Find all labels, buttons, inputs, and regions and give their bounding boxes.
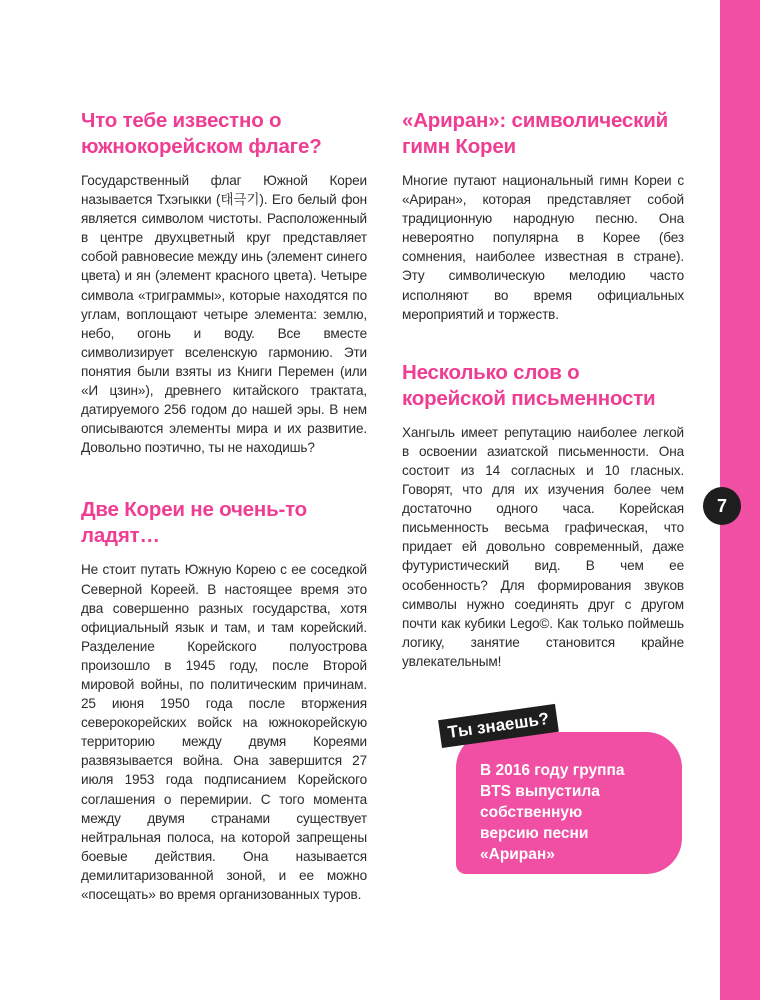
section-arirang: [402, 108, 684, 324]
section-title: Две Кореи не очень-то ладят…: [81, 498, 307, 548]
section-text: Не стоит путать Южную Корею с ее соседкой Северной Кореей. В настоящее время это два совершенно разных государства, хотя официальный язык и там, и там корейский. Разделение Корейского полуострова произошло в 1945 году, после Второй мировой войны, по политическим причинам. 25 июня 1950 года после вторжения северокорейских войск на южнокорейскую территорию между двумя Кореями развязывается война. Она завершится 27 июля 1953 года подписанием Корейского соглашения о перемирии. С того момента между двумя странами существует нейтральная полоса, на которой запрещены боевые действия. Она называется демилитаризованной зоной, и ее можно «посещать» во время организованных туров.: [81, 562, 367, 902]
section-text: Государственный флаг Южной Кореи называется Тхэгыкки (태극기). Его белый фон является символом чистоты. Расположенный в центре двухцветный круг представляет собой равновесие между инь (элемент синего цвета) и ян (элемент красного цвета). Четыре символа «триграммы», которые находятся по углам, воплощают четыре элемента: землю, небо, огонь и воду. Все вместе символизирует вселенскую гармонию. Эти понятия были взяты из Книги Перемен (или «И цзин»), древнего китайского трактата, датируемого 256 годом до нашей эры. В нем описываются элементы мира и их развитие. Довольно поэтично, ты не находишь?: [81, 173, 367, 456]
page-number: 7: [703, 487, 741, 525]
fact-bubble: [456, 732, 682, 874]
section-text: Многие путают национальный гимн Кореи с «Ариран», которая представляет собой традиционную народную песню. Она невероятно популярна в Корее (без сомнения, наиболее известная в стране). Эту символическую мелодию часто исполняют во время официальных мероприятий и торжеств.: [402, 173, 684, 322]
section-title: Что тебе известно о южнокорейском флаге?: [81, 109, 322, 158]
right-column: [402, 108, 684, 671]
section-writing: [402, 360, 684, 671]
fact-tag: Ты знаешь?: [438, 704, 559, 748]
section-title: Несколько слов о корейской письменности: [402, 360, 656, 410]
section-title: «Ариран»: символический гимн Кореи: [402, 109, 668, 158]
left-column: [81, 108, 367, 904]
section-text: Хангыль имеет репутацию наиболее легкой в освоении азиатской письменности. Она состоит из 14 согласных и 10 гласных. Говорят, что для их изучения более чем достаточно одного часа. Корейская письменность весьма графическая, что придает ей довольно современный, даже футуристический вид. В чем ее особенность? Для формирования звуков символы нужно соединять друг с другом почти как кубики Lego©. Как только поймешь логику, занятие становится крайне увлекательным!: [402, 424, 684, 669]
section-flag: [81, 108, 367, 457]
section-two-koreas: [81, 497, 367, 904]
did-you-know-box: [442, 708, 690, 874]
fact-text: В 2016 году группа BTS выпустила собственную версию песни «Ариран»: [480, 762, 625, 863]
